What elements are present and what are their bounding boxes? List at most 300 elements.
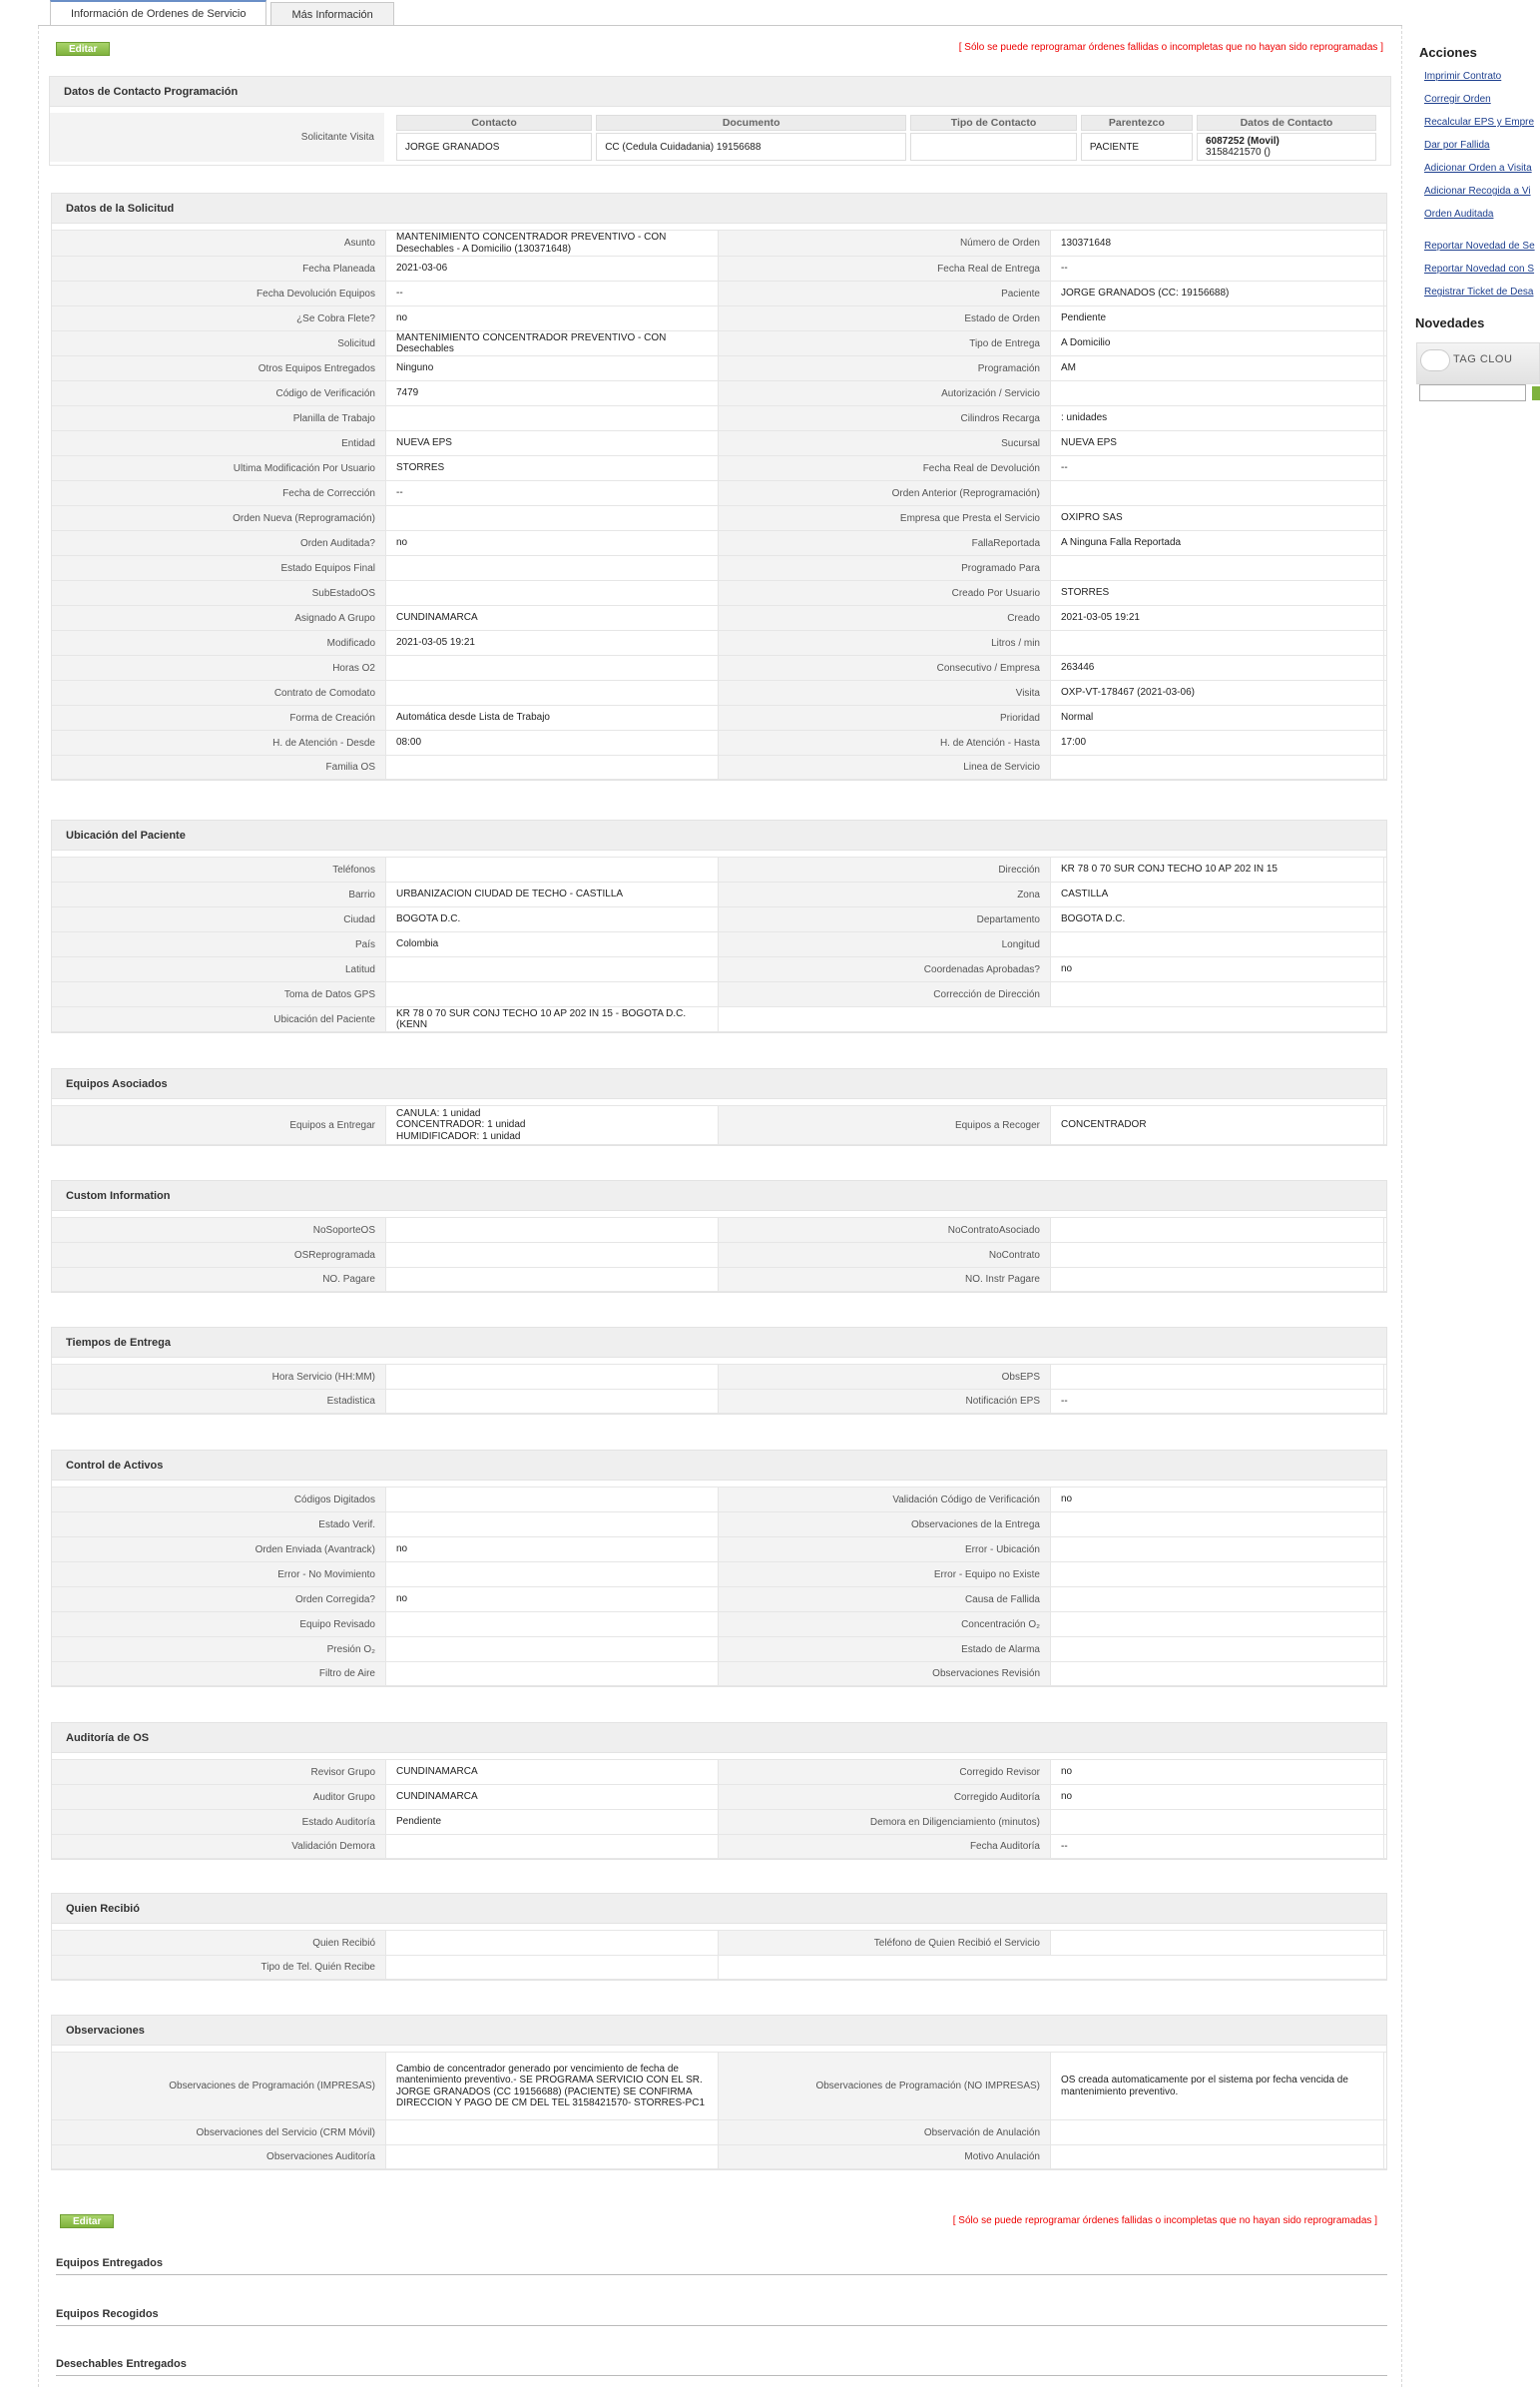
- field-label: Visita: [719, 681, 1050, 705]
- section-title: Equipos Asociados: [52, 1069, 1386, 1099]
- field-value: [385, 1365, 719, 1389]
- tag-cloud-widget: [1416, 342, 1540, 384]
- field-value: [385, 1931, 719, 1955]
- link-corregir-orden[interactable]: Corregir Orden: [1424, 94, 1491, 105]
- field-row: [52, 680, 1386, 705]
- divider: [56, 2325, 1387, 2326]
- field-value: Cambio de concentrador generado por vencimiento de fecha de mantenimiento preventivo.- SE PROGRAMA SERVICIO CON EL SR. JORGE GRANADOS (CC 19156688) (PACIENTE) SE CONFIRMA DIRECCION Y PAGO DE CM DEL TEL 3158421570- STORRES-PC1: [385, 2053, 719, 2119]
- field-row: [52, 480, 1386, 505]
- field-value: 2021-03-06: [385, 257, 719, 281]
- field-value: [385, 982, 719, 1006]
- field-label: NoContratoAsociado: [719, 1218, 1050, 1242]
- field-value: [385, 1835, 719, 1858]
- field-label: Coordenadas Aprobadas?: [719, 957, 1050, 981]
- tab-mas-info[interactable]: Más Información: [270, 2, 393, 26]
- field-label: Litros / min: [719, 631, 1050, 655]
- tiempos-de-entrega-section: [51, 1327, 1387, 1415]
- field-label: Departamento: [719, 907, 1050, 931]
- field-row: [52, 1242, 1386, 1267]
- field-row: [52, 281, 1386, 305]
- field-value: CUNDINAMARCA: [385, 1785, 719, 1809]
- field-label: Entidad: [52, 431, 385, 455]
- field-value: [1050, 1243, 1384, 1267]
- field-value: --: [1050, 1835, 1384, 1858]
- section-title: Datos de la Solicitud: [52, 194, 1386, 224]
- field-label: Orden Nueva (Reprogramación): [52, 506, 385, 530]
- field-row: [52, 2144, 1386, 2169]
- field-row: [52, 630, 1386, 655]
- contact-col-header: Tipo de Contacto: [910, 115, 1077, 131]
- field-value: 17:00: [1050, 731, 1384, 755]
- field-row: [52, 906, 1386, 931]
- field-label: Equipo Revisado: [52, 1612, 385, 1636]
- field-value: Normal: [1050, 706, 1384, 730]
- field-label: Ultima Modificación Por Usuario: [52, 456, 385, 480]
- tag-cloud-go-button[interactable]: [1532, 386, 1540, 400]
- field-label: ObsEPS: [719, 1365, 1050, 1389]
- desechables-entregados-title: Desechables Entregados: [56, 2358, 187, 2370]
- field-value: Ninguno: [385, 356, 719, 380]
- field-label: Asunto: [52, 231, 385, 256]
- field-label: Número de Orden: [719, 231, 1050, 256]
- field-label: Error - No Movimiento: [52, 1562, 385, 1586]
- field-value: Pendiente: [1050, 306, 1384, 330]
- field-row: [52, 230, 1386, 256]
- field-value: [1050, 1218, 1384, 1242]
- field-label: Observaciones de Programación (NO IMPRESAS): [719, 2053, 1050, 2119]
- field-label: Validación Demora: [52, 1835, 385, 1858]
- field-label: Error - Ubicación: [719, 1537, 1050, 1561]
- field-label: Observaciones del Servicio (CRM Móvil): [52, 2120, 385, 2144]
- field-row: [52, 1809, 1386, 1834]
- field-label: Fecha Devolución Equipos: [52, 282, 385, 305]
- field-label: Motivo Anulación: [719, 2145, 1050, 2168]
- field-label: Fecha Real de Devolución: [719, 456, 1050, 480]
- field-label: Latitud: [52, 957, 385, 981]
- field-value: [385, 581, 719, 605]
- field-label: NO. Pagare: [52, 1268, 385, 1291]
- field-label: Presión O₂: [52, 1637, 385, 1661]
- auditoria-de-os-section: [51, 1722, 1387, 1860]
- contact-table: [392, 113, 1380, 163]
- section-title: Auditoría de OS: [52, 1723, 1386, 1753]
- field-row: [52, 1536, 1386, 1561]
- field-row: [52, 931, 1386, 956]
- field-value: [1050, 756, 1384, 779]
- field-label: Dirección: [719, 858, 1050, 882]
- field-row: [52, 430, 1386, 455]
- tag-cloud-input[interactable]: [1419, 384, 1526, 401]
- field-value: [1050, 1662, 1384, 1685]
- field-label: Equipos a Recoger: [719, 1106, 1050, 1144]
- datos-de-la-solicitud-section: [51, 193, 1387, 781]
- field-row: [52, 256, 1386, 281]
- contact-col-header: Documento: [596, 115, 906, 131]
- field-label: Programación: [719, 356, 1050, 380]
- section-title: Observaciones: [52, 2016, 1386, 2046]
- field-row: [52, 2119, 1386, 2144]
- field-row: [52, 330, 1386, 355]
- field-label: Estadistica: [52, 1390, 385, 1413]
- link-dar-por-fallida[interactable]: Dar por Fallida: [1424, 140, 1490, 151]
- field-label: Cilindros Recarga: [719, 406, 1050, 430]
- field-label: Observaciones de Programación (IMPRESAS): [52, 2053, 385, 2119]
- field-value: Colombia: [385, 932, 719, 956]
- field-value: [1050, 381, 1384, 405]
- field-label: Planilla de Trabajo: [52, 406, 385, 430]
- field-value: CUNDINAMARCA: [385, 1760, 719, 1784]
- section-title: Ubicación del Paciente: [52, 821, 1386, 851]
- field-grid: [52, 1217, 1386, 1292]
- novedades-title: Novedades: [1415, 315, 1485, 330]
- field-value: --: [385, 282, 719, 305]
- field-row: [52, 655, 1386, 680]
- field-label: Orden Corregida?: [52, 1587, 385, 1611]
- field-grid: [52, 230, 1386, 780]
- quien-recibio-section: [51, 1893, 1387, 1981]
- field-value: KR 78 0 70 SUR CONJ TECHO 10 AP 202 IN 15 - BOGOTA D.C. (KENN: [385, 1007, 719, 1031]
- field-label: Longitud: [719, 932, 1050, 956]
- field-label: Tipo de Tel. Quién Recibe: [52, 1956, 385, 1979]
- field-value: no: [1050, 1760, 1384, 1784]
- contact-col-header: Parentezco: [1081, 115, 1193, 131]
- field-value: NUEVA EPS: [385, 431, 719, 455]
- field-value: [1050, 556, 1384, 580]
- field-label: Ciudad: [52, 907, 385, 931]
- field-value: [385, 1218, 719, 1242]
- equipos-asociados-section: [51, 1068, 1387, 1146]
- field-label: Códigos Digitados: [52, 1488, 385, 1511]
- link-adicionar-orden-visita[interactable]: Adicionar Orden a Visita: [1424, 163, 1532, 174]
- field-row: [52, 555, 1386, 580]
- field-label: Concentración O₂: [719, 1612, 1050, 1636]
- divider: [56, 2274, 1387, 2275]
- field-label: Estado de Orden: [719, 306, 1050, 330]
- field-label: Orden Enviada (Avantrack): [52, 1537, 385, 1561]
- field-value: [1050, 1537, 1384, 1561]
- field-row: [52, 1217, 1386, 1242]
- field-value: JORGE GRANADOS (CC: 19156688): [1050, 282, 1384, 305]
- section-title: Tiempos de Entrega: [52, 1328, 1386, 1358]
- field-value: [385, 1637, 719, 1661]
- field-row: [52, 1586, 1386, 1611]
- contact-phones: [1197, 133, 1376, 161]
- field-label: NO. Instr Pagare: [719, 1268, 1050, 1291]
- field-value: KR 78 0 70 SUR CONJ TECHO 10 AP 202 IN 15: [1050, 858, 1384, 882]
- field-label: Quien Recibió: [52, 1931, 385, 1955]
- field-label: Teléfono de Quien Recibió el Servicio: [719, 1931, 1050, 1955]
- field-value: --: [385, 481, 719, 505]
- observaciones-section: [51, 2015, 1387, 2170]
- field-value: OXP-VT-178467 (2021-03-06): [1050, 681, 1384, 705]
- edit-button-top[interactable]: Editar: [56, 42, 110, 56]
- field-label: Validación Código de Verificación: [719, 1488, 1050, 1511]
- sidebar: [1412, 0, 1540, 2387]
- field-label: Programado Para: [719, 556, 1050, 580]
- field-label: Corregido Revisor: [719, 1760, 1050, 1784]
- field-row: [52, 1389, 1386, 1414]
- field-label: ¿Se Cobra Flete?: [52, 306, 385, 330]
- field-label: Filtro de Aire: [52, 1662, 385, 1685]
- tag-cloud-label: TAG CLOU: [1453, 353, 1513, 365]
- edit-button-bottom[interactable]: Editar: [60, 2214, 114, 2228]
- reprogram-warning-top: [ Sólo se puede reprogramar órdenes fallidas o incompletas que no hayan sido reprogramadas ]: [958, 42, 1383, 53]
- field-label: Modificado: [52, 631, 385, 655]
- field-value: no: [385, 306, 719, 330]
- field-value: no: [1050, 957, 1384, 981]
- link-adicionar-recogida[interactable]: Adicionar Recogida a Vi: [1424, 186, 1531, 197]
- field-label: Horas O2: [52, 656, 385, 680]
- equipos-recogidos-title: Equipos Recogidos: [56, 2308, 159, 2320]
- field-value: [1050, 1562, 1384, 1586]
- field-label: Código de Verificación: [52, 381, 385, 405]
- field-value: [385, 858, 719, 882]
- field-value: [385, 1662, 719, 1685]
- field-row: [52, 1834, 1386, 1859]
- section-title: Custom Information: [52, 1181, 1386, 1211]
- field-row: [52, 405, 1386, 430]
- field-label: Corregido Auditoría: [719, 1785, 1050, 1809]
- field-value: MANTENIMIENTO CONCENTRADOR PREVENTIVO - CON Desechables: [385, 331, 719, 355]
- field-label: País: [52, 932, 385, 956]
- contact-col-header: Contacto: [396, 115, 592, 131]
- field-label: Observaciones Auditoría: [52, 2145, 385, 2168]
- field-value: Pendiente: [385, 1810, 719, 1834]
- field-row: [52, 1006, 1386, 1032]
- field-row: [52, 1487, 1386, 1511]
- section-title: Control de Activos: [52, 1451, 1386, 1481]
- field-label: Creado Por Usuario: [719, 581, 1050, 605]
- contact-name: JORGE GRANADOS: [396, 133, 592, 161]
- field-row: [52, 1759, 1386, 1784]
- link-reportar-novedad-se[interactable]: Reportar Novedad de Se: [1424, 241, 1535, 252]
- field-row: [52, 580, 1386, 605]
- field-label: Asignado A Grupo: [52, 606, 385, 630]
- field-value: no: [385, 1587, 719, 1611]
- field-label: SubEstadoOS: [52, 581, 385, 605]
- field-label: H. de Atención - Desde: [52, 731, 385, 755]
- field-row: [52, 305, 1386, 330]
- field-label: Solicitud: [52, 331, 385, 355]
- field-label: Empresa que Presta el Servicio: [719, 506, 1050, 530]
- field-label: Observación de Anulación: [719, 2120, 1050, 2144]
- field-value: BOGOTA D.C.: [385, 907, 719, 931]
- field-label: Autorización / Servicio: [719, 381, 1050, 405]
- field-label: Estado de Alarma: [719, 1637, 1050, 1661]
- field-value: CONCENTRADOR: [1050, 1106, 1384, 1144]
- field-value: [385, 1488, 719, 1511]
- field-value: A Domicilio: [1050, 331, 1384, 355]
- field-value: no: [385, 531, 719, 555]
- field-row: [52, 1561, 1386, 1586]
- field-value: NUEVA EPS: [1050, 431, 1384, 455]
- link-reportar-novedad-con[interactable]: Reportar Novedad con S: [1424, 264, 1535, 275]
- field-row: [52, 2052, 1386, 2119]
- field-label: Barrio: [52, 883, 385, 906]
- field-row: [52, 355, 1386, 380]
- contact-col-header: Datos de Contacto: [1197, 115, 1376, 131]
- contact-phone-mobile: 6087252 (Movil): [1205, 135, 1280, 147]
- field-row: [52, 882, 1386, 906]
- field-value: [385, 506, 719, 530]
- field-value: [1050, 1587, 1384, 1611]
- field-value: [385, 656, 719, 680]
- field-row: [52, 1364, 1386, 1389]
- field-row: [52, 981, 1386, 1006]
- field-row: [52, 1105, 1386, 1145]
- field-row: [52, 1267, 1386, 1292]
- divider: [56, 2375, 1387, 2376]
- field-value: 2021-03-05 19:21: [385, 631, 719, 655]
- field-value: [385, 1390, 719, 1413]
- field-label: Contrato de Comodato: [52, 681, 385, 705]
- field-value: STORRES: [385, 456, 719, 480]
- field-label: Estado Equipos Final: [52, 556, 385, 580]
- field-row: [52, 380, 1386, 405]
- field-label: Linea de Servicio: [719, 756, 1050, 779]
- field-label: Revisor Grupo: [52, 1760, 385, 1784]
- field-value: [385, 406, 719, 430]
- field-value: CANULA: 1 unidad CONCENTRADOR: 1 unidad HUMIDIFICADOR: 1 unidad: [385, 1106, 719, 1144]
- acciones-title: Acciones: [1419, 45, 1477, 60]
- field-value: --: [1050, 1390, 1384, 1413]
- field-value: [385, 556, 719, 580]
- reprogram-warning-bottom: [ Sólo se puede reprogramar órdenes fallidas o incompletas que no hayan sido reprogramadas ]: [952, 2215, 1377, 2226]
- field-value: [385, 1243, 719, 1267]
- field-value: no: [385, 1537, 719, 1561]
- field-label: Otros Equipos Entregados: [52, 356, 385, 380]
- field-value: --: [1050, 456, 1384, 480]
- field-label: H. de Atención - Hasta: [719, 731, 1050, 755]
- field-value: STORRES: [1050, 581, 1384, 605]
- control-de-activos-section: [51, 1450, 1387, 1687]
- field-label: Ubicación del Paciente: [52, 1007, 385, 1031]
- field-label: NoSoporteOS: [52, 1218, 385, 1242]
- field-value: CASTILLA: [1050, 883, 1384, 906]
- link-imprimir-contrato[interactable]: Imprimir Contrato: [1424, 71, 1502, 82]
- field-label: Forma de Creación: [52, 706, 385, 730]
- field-value: [385, 1268, 719, 1291]
- field-value: no: [1050, 1488, 1384, 1511]
- field-label: Familia OS: [52, 756, 385, 779]
- field-value: : unidades: [1050, 406, 1384, 430]
- field-label: Estado Auditoría: [52, 1810, 385, 1834]
- field-row: [52, 1611, 1386, 1636]
- field-label: Tipo de Entrega: [719, 331, 1050, 355]
- link-recalcular-eps[interactable]: Recalcular EPS y Empre: [1424, 117, 1535, 128]
- field-value: MANTENIMIENTO CONCENTRADOR PREVENTIVO - CON Desechables - A Domicilio (130371648): [385, 231, 719, 256]
- field-label: Zona: [719, 883, 1050, 906]
- tab-info-ordenes[interactable]: Información de Ordenes de Servicio: [50, 0, 266, 26]
- link-registrar-ticket[interactable]: Registrar Ticket de Desa: [1424, 287, 1534, 298]
- field-grid: [52, 857, 1386, 1032]
- field-value: Automática desde Lista de Trabajo: [385, 706, 719, 730]
- field-row: [52, 455, 1386, 480]
- field-value: [1050, 481, 1384, 505]
- field-grid: [52, 1364, 1386, 1414]
- field-value: BOGOTA D.C.: [1050, 907, 1384, 931]
- field-grid: [52, 1759, 1386, 1859]
- field-value: [1050, 1612, 1384, 1636]
- field-label: Notificación EPS: [719, 1390, 1050, 1413]
- field-row: [52, 1661, 1386, 1686]
- contact-relation: PACIENTE: [1081, 133, 1193, 161]
- field-value: [1050, 1931, 1384, 1955]
- field-label: Estado Verif.: [52, 1512, 385, 1536]
- field-label: Consecutivo / Empresa: [719, 656, 1050, 680]
- contact-phone-2: 3158421570 (): [1205, 147, 1272, 158]
- field-value: [385, 957, 719, 981]
- field-grid: [52, 2052, 1386, 2169]
- field-value: CUNDINAMARCA: [385, 606, 719, 630]
- field-label: Creado: [719, 606, 1050, 630]
- field-row: [52, 705, 1386, 730]
- field-row: [52, 530, 1386, 555]
- field-value: [1050, 932, 1384, 956]
- field-value: [385, 1956, 719, 1979]
- field-label: Demora en Diligenciamiento (minutos): [719, 1810, 1050, 1834]
- field-grid: [52, 1487, 1386, 1686]
- field-value: [1050, 1810, 1384, 1834]
- field-value: [1050, 2145, 1384, 2168]
- field-label: Corrección de Dirección: [719, 982, 1050, 1006]
- field-value: [385, 2120, 719, 2144]
- field-row: [52, 1784, 1386, 1809]
- field-value: no: [1050, 1785, 1384, 1809]
- field-row: [52, 1955, 1386, 1980]
- field-row: [52, 1636, 1386, 1661]
- field-label: Hora Servicio (HH:MM): [52, 1365, 385, 1389]
- ubicacion-del-paciente-section: [51, 820, 1387, 1033]
- link-orden-auditada[interactable]: Orden Auditada: [1424, 209, 1494, 220]
- field-value: 08:00: [385, 731, 719, 755]
- field-label: Fecha Auditoría: [719, 1835, 1050, 1858]
- field-value: [385, 681, 719, 705]
- field-label: Prioridad: [719, 706, 1050, 730]
- field-row: [52, 857, 1386, 882]
- field-label: OSReprogramada: [52, 1243, 385, 1267]
- field-value: [1050, 1512, 1384, 1536]
- field-grid: [52, 1105, 1386, 1145]
- field-value: --: [1050, 257, 1384, 281]
- field-label: Toma de Datos GPS: [52, 982, 385, 1006]
- field-label: Paciente: [719, 282, 1050, 305]
- custom-information-section: [51, 1180, 1387, 1293]
- field-label: Equipos a Entregar: [52, 1106, 385, 1144]
- field-label: Error - Equipo no Existe: [719, 1562, 1050, 1586]
- field-value: OXIPRO SAS: [1050, 506, 1384, 530]
- field-value: OS creada automaticamente por el sistema por fecha vencida de mantenimiento preventivo.: [1050, 2053, 1384, 2119]
- contact-label: Solicitante Visita: [50, 113, 384, 162]
- field-value: [385, 1512, 719, 1536]
- field-label: Teléfonos: [52, 858, 385, 882]
- field-value: [1050, 631, 1384, 655]
- field-label: Causa de Fallida: [719, 1587, 1050, 1611]
- field-value: 7479: [385, 381, 719, 405]
- field-label: Fecha Real de Entrega: [719, 257, 1050, 281]
- field-value: [1050, 982, 1384, 1006]
- section-title: Quien Recibió: [52, 1894, 1386, 1924]
- field-label: Fecha de Corrección: [52, 481, 385, 505]
- field-label: Fecha Planeada: [52, 257, 385, 281]
- field-label: Orden Anterior (Reprogramación): [719, 481, 1050, 505]
- field-label: Orden Auditada?: [52, 531, 385, 555]
- field-value: [1050, 1365, 1384, 1389]
- field-row: [52, 1930, 1386, 1955]
- field-label: FallaReportada: [719, 531, 1050, 555]
- field-value: [1050, 2120, 1384, 2144]
- cloud-icon: [1420, 349, 1450, 371]
